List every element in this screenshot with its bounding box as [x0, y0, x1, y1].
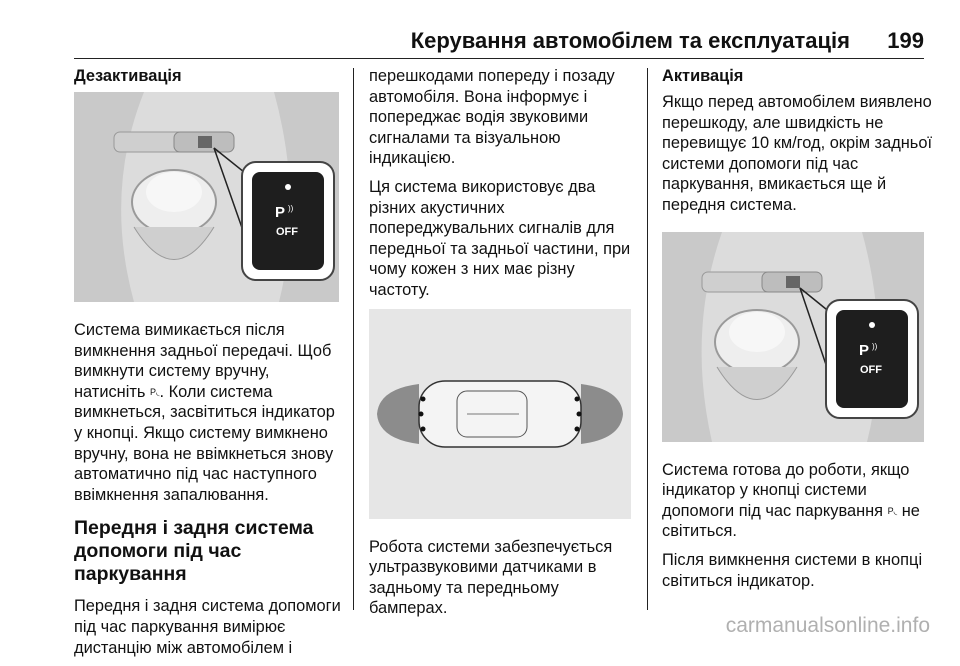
col2-paragraph-1: перешкодами попереду і позаду автомобіля. Вона інформує і попереджає водія звуковими сигналами та візуальною індикацією. — [369, 67, 615, 168]
watermark: carmanualsonline.info — [725, 614, 930, 637]
button-p-label: P — [859, 341, 870, 359]
activation-heading: Активація — [662, 67, 744, 85]
col2-paragraph-3: Робота системи забезпечується ультразвуковими датчиками в задньому та передньому бамперах. — [369, 537, 613, 618]
indicator-paragraph: Після вимкнення системи в кнопці світиться індикатор. — [662, 550, 923, 590]
column-divider — [353, 68, 354, 610]
button-off-label: OFF — [276, 226, 298, 238]
ready-paragraph: Система готова до роботи, якщо індикатор у кнопці системи допомоги під час паркування P◟ не світиться. — [662, 460, 920, 541]
section-paragraph: Передня і задня система допомоги під час паркування вимірює дистанцію між автомобілем і — [74, 597, 341, 657]
page-number: 199 — [887, 28, 924, 53]
console-button-figure-2 — [662, 232, 924, 442]
parking-assist-icon: P◟ — [149, 386, 160, 397]
svg-text:)): )) — [872, 341, 878, 351]
button-off-label: OFF — [860, 363, 882, 376]
parking-assist-icon: P◟ — [887, 505, 898, 516]
column-2 — [369, 66, 639, 627]
activation-paragraph: Якщо перед автомобілем виявлено перешкоду, але швидкість не перевищує 10 км/год, окрім задньої системи допомоги під час паркування, вмикається ще й передня система. — [662, 93, 933, 214]
button-p-label: P — [275, 204, 286, 221]
page-header — [0, 0, 960, 60]
console-button-figure — [74, 92, 339, 302]
svg-text:)): )) — [288, 204, 294, 213]
section-heading: Передня і задня система допомоги під час паркування — [74, 517, 314, 586]
deactivation-heading: Дезактивація — [74, 67, 182, 85]
column-divider — [647, 68, 648, 610]
column-3 — [662, 66, 934, 599]
sensor-coverage-figure — [369, 309, 631, 519]
deactivation-paragraph: Система вимикається після вимкнення задньої передачі. Щоб вимкнути систему вручну, натисніть P◟. Коли система вимкнеться, засвітиться індикатор у кнопці. Якщо систему вимкнено вручну, вона не ввімкнеться знову автоматично під час наступного ввімкнення запалювання. — [74, 321, 335, 504]
header-rule — [74, 58, 924, 59]
col2-paragraph-2: Ця система використовує два різних акустичних попереджувальних сигналів для передньої та задньої частини, при чому кожен з них має різну частоту. — [369, 177, 631, 299]
chapter-title: Керування автомобілем та експлуатація — [410, 28, 850, 53]
column-1 — [74, 66, 342, 666]
